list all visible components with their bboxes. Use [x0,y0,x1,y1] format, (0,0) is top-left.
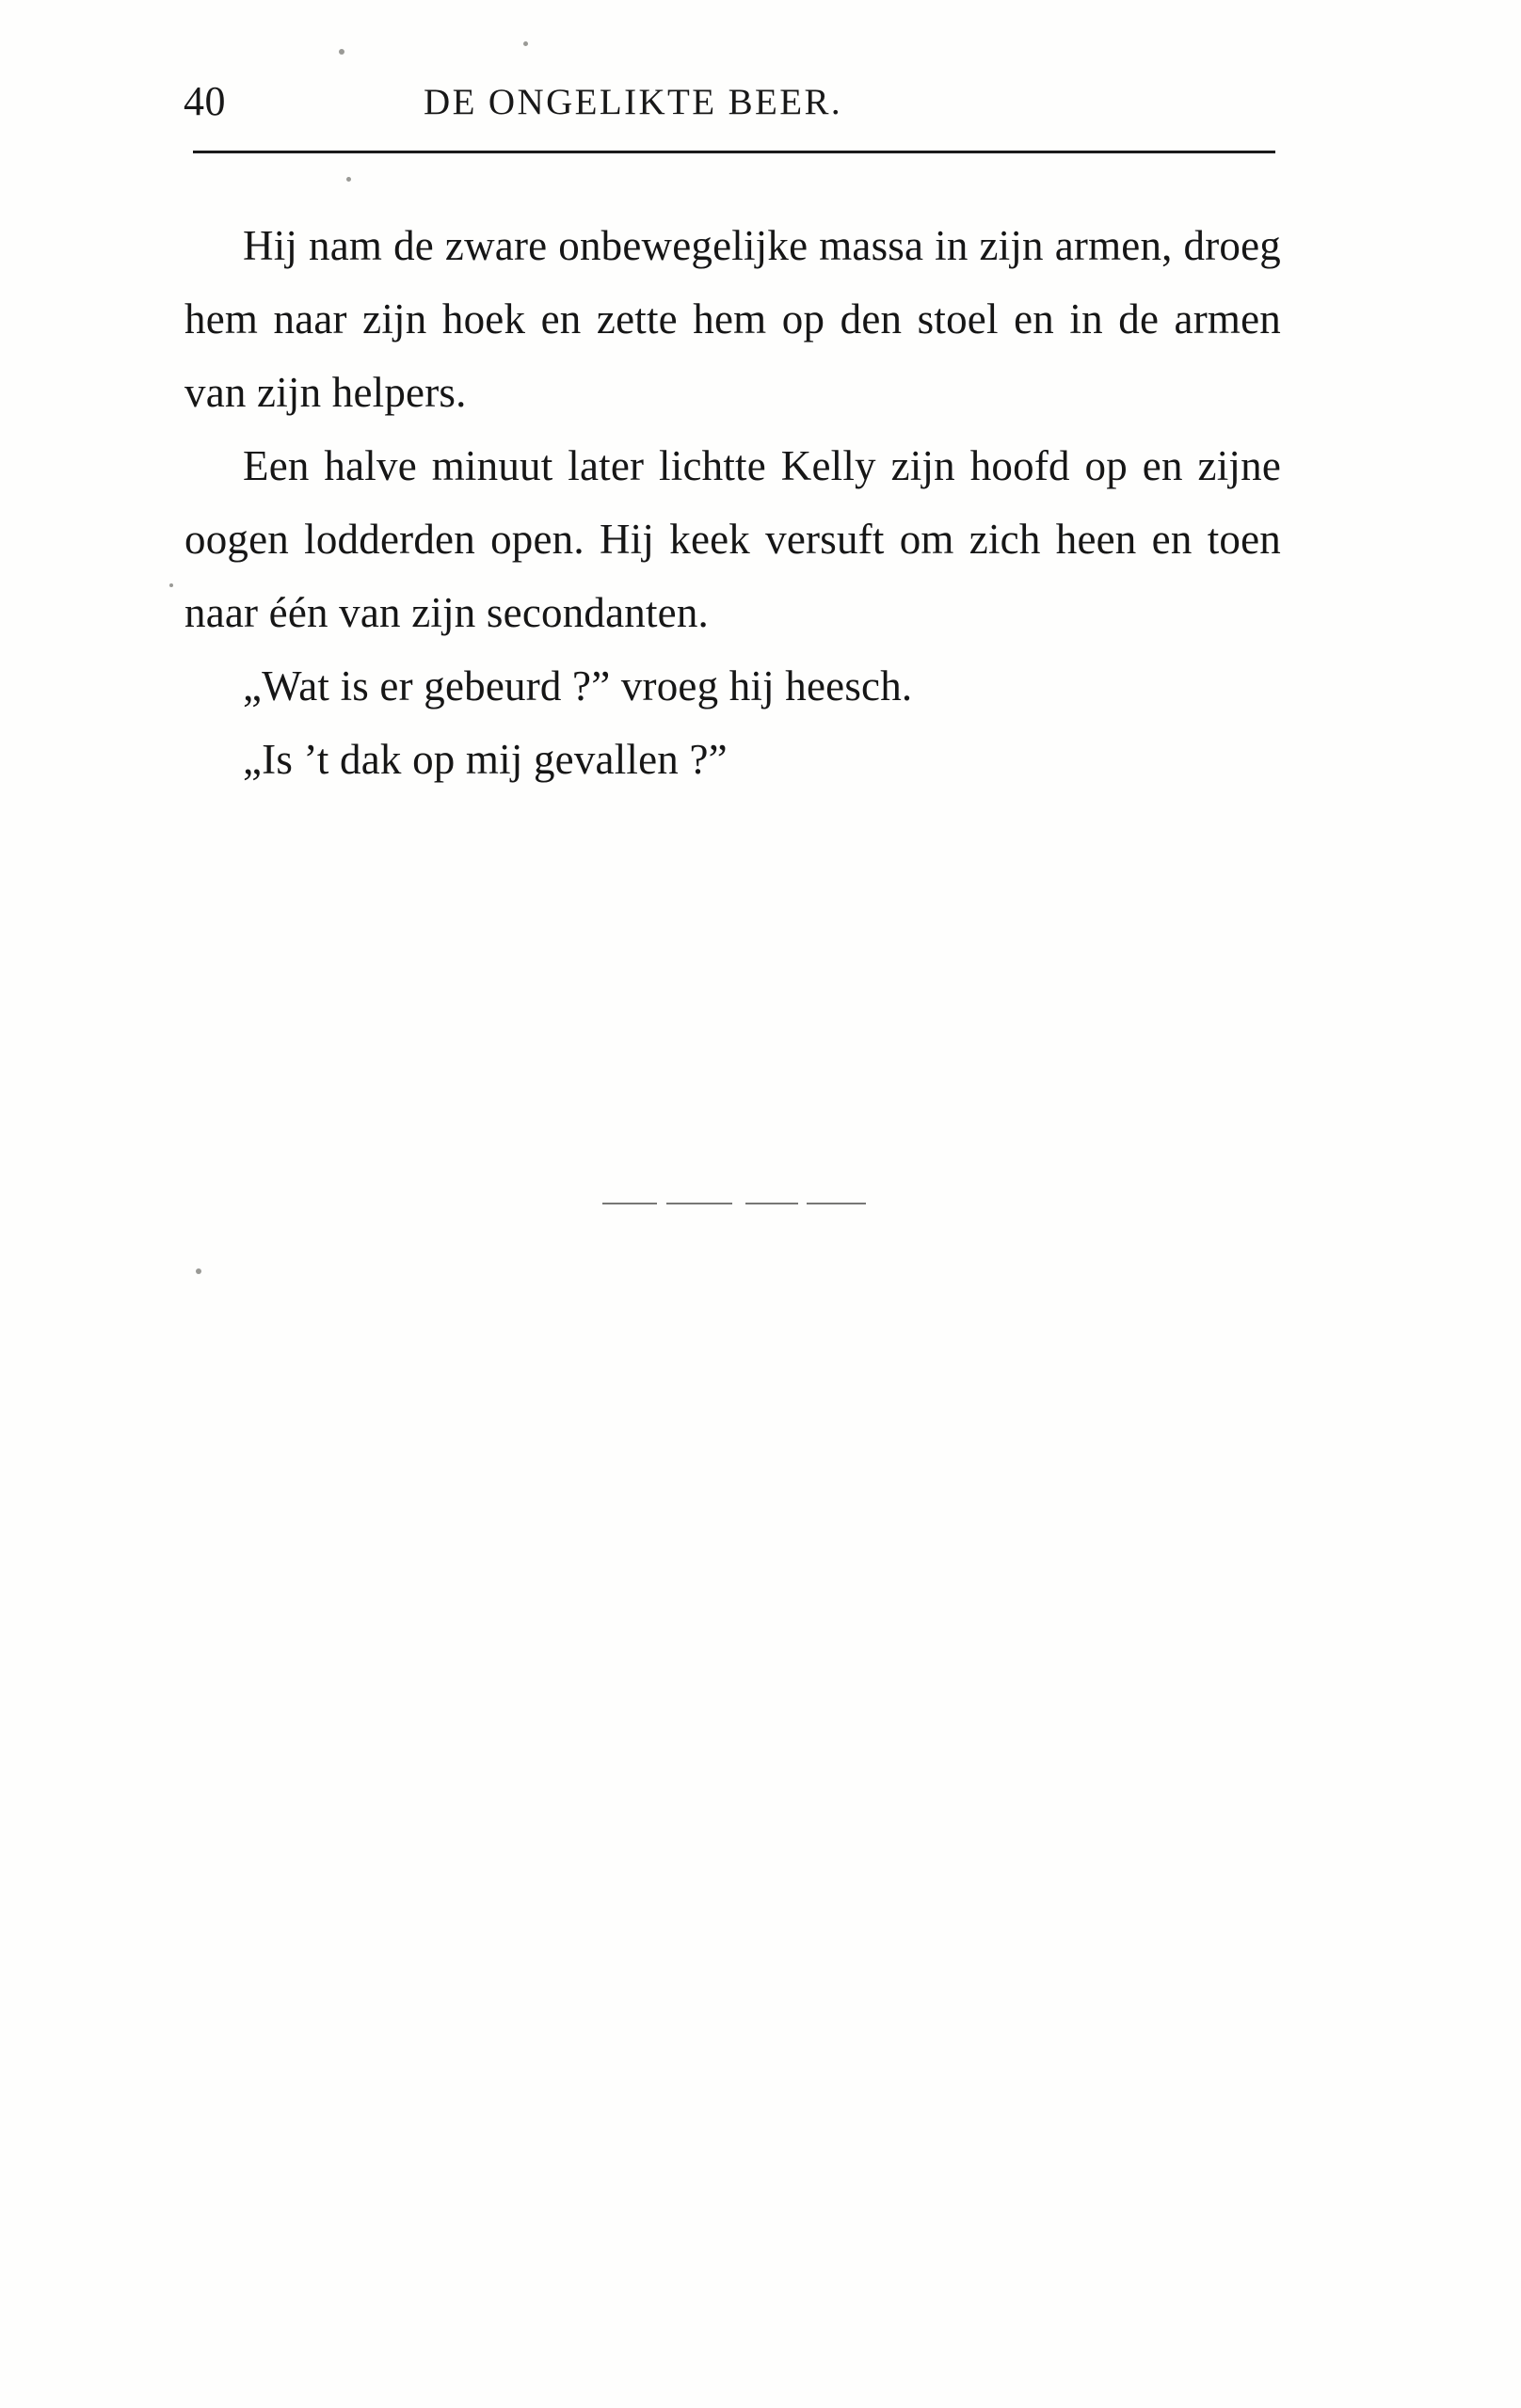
paragraph: Hij nam de zware onbewegelijke massa in zijn armen, droeg hem naar zijn hoek en zette hem op den stoel en in de armen van zijn helpers. [184,222,1281,416]
section-divider-ornament [602,1203,866,1204]
running-head [184,73,1285,136]
header-rule [193,151,1275,153]
scan-speck [523,41,528,46]
scan-speck [346,177,351,182]
page-number: 40 [184,78,226,124]
running-head-title: DE ONGELIKTE BEER. [424,82,843,122]
scan-speck [196,1268,201,1274]
paragraph: „Is ’t dak op mij gevallen ?” [243,736,728,783]
scan-speck [339,49,344,55]
body-text [184,209,1281,796]
paragraph: Een halve minuut later lichtte Kelly zijn hoofd op en zijne oogen lodderden open. Hij keek versuft om zich heen en toen naar één van zijn secondanten. [184,442,1281,636]
scan-speck [169,583,173,587]
paragraph: „Wat is er gebeurd ?” vroeg hij heesch. [243,662,913,710]
